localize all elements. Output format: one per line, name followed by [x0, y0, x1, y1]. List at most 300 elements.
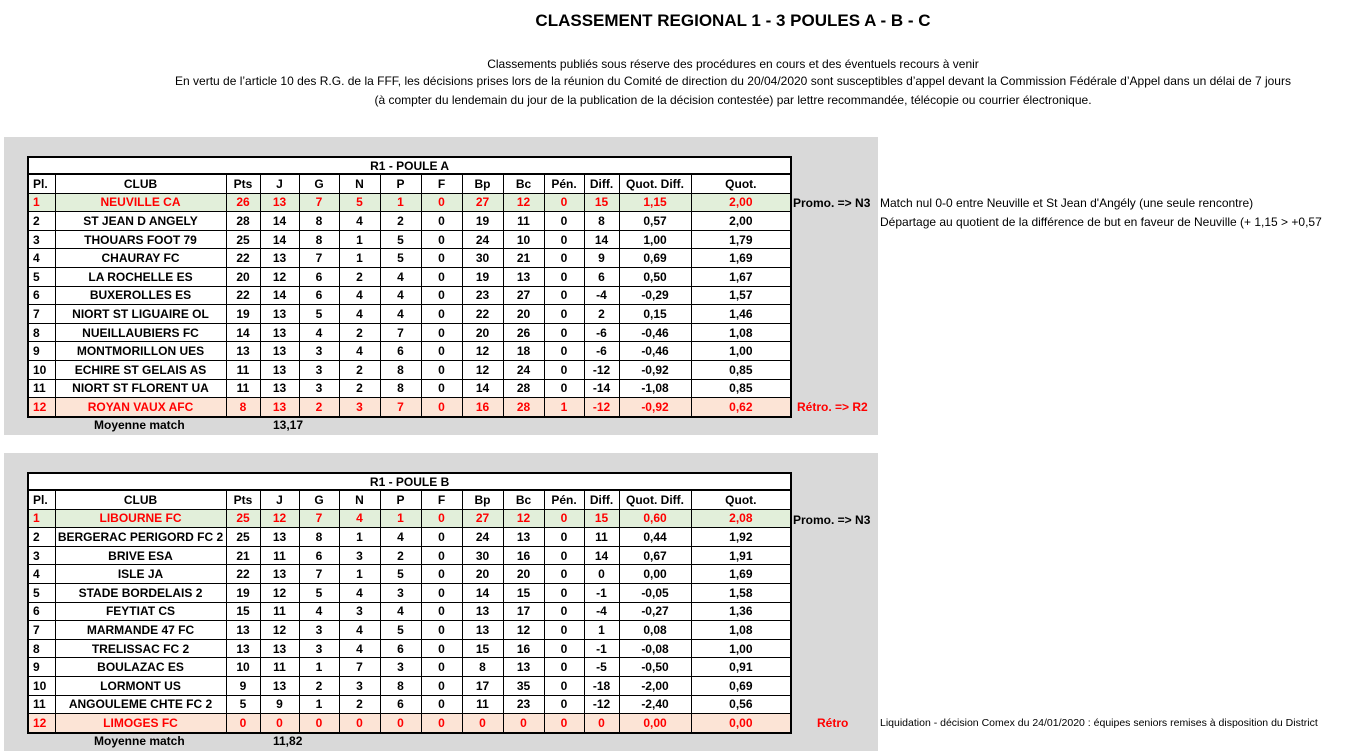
- table-cell: 12: [260, 621, 299, 640]
- table-cell: 11: [260, 658, 299, 677]
- table-cell: 0: [544, 676, 584, 695]
- table-cell: 16: [503, 546, 544, 565]
- club-name-cell: MARMANDE 47 FC: [55, 621, 226, 640]
- table-row: [28, 286, 791, 305]
- table-cell: 14: [584, 546, 619, 565]
- table-cell: 14: [584, 230, 619, 249]
- table-cell: 0: [544, 621, 584, 640]
- column-header: Quot. Diff.: [619, 490, 691, 509]
- table-cell: 5: [299, 305, 339, 324]
- table-cell: 20: [226, 267, 260, 286]
- table-cell: 2,00: [691, 193, 791, 212]
- column-header: Pl.: [28, 490, 55, 509]
- table-cell: 0,15: [619, 305, 691, 324]
- club-name-cell: BOULAZAC ES: [55, 658, 226, 677]
- table-cell: -4: [584, 602, 619, 621]
- table-cell: 2,08: [691, 509, 791, 528]
- table-cell: 10: [503, 230, 544, 249]
- table-cell: 2,00: [691, 212, 791, 231]
- table-cell: 8: [380, 379, 421, 398]
- table-cell: 12: [28, 398, 55, 417]
- table-cell: 7: [299, 565, 339, 584]
- table-row: [28, 360, 791, 379]
- club-name-cell: ST JEAN D ANGELY: [55, 212, 226, 231]
- table-cell: 24: [462, 528, 503, 547]
- table-cell: 1: [28, 509, 55, 528]
- table-cell: 0: [421, 286, 462, 305]
- table-cell: 0: [544, 323, 584, 342]
- table-cell: -1,08: [619, 379, 691, 398]
- club-name-cell: ROYAN VAUX AFC: [55, 398, 226, 417]
- table-cell: 11: [226, 379, 260, 398]
- table-cell: 12: [462, 342, 503, 361]
- club-name-cell: NIORT ST LIGUAIRE OL: [55, 305, 226, 324]
- table-cell: 9: [28, 342, 55, 361]
- table-cell: 1,08: [691, 621, 791, 640]
- column-header: J: [260, 174, 299, 193]
- table-cell: 20: [462, 565, 503, 584]
- table-cell: 1: [299, 658, 339, 677]
- table-cell: 0: [421, 695, 462, 714]
- poule-a-retro-label: Rétro. => R2: [797, 400, 868, 414]
- table-cell: 3: [339, 676, 380, 695]
- table-row: [28, 546, 791, 565]
- club-name-cell: ECHIRE ST GELAIS AS: [55, 360, 226, 379]
- table-cell: 1: [544, 398, 584, 417]
- table-cell: 4: [299, 323, 339, 342]
- table-cell: 13: [503, 528, 544, 547]
- table-cell: 6: [299, 267, 339, 286]
- table-cell: -6: [584, 342, 619, 361]
- club-name-cell: BUXEROLLES ES: [55, 286, 226, 305]
- column-header: Pts: [226, 490, 260, 509]
- table-cell: 15: [584, 509, 619, 528]
- table-cell: 28: [503, 398, 544, 417]
- table-cell: 27: [462, 509, 503, 528]
- table-row: [28, 639, 791, 658]
- table-cell: 5: [28, 267, 55, 286]
- club-name-cell: NUEILLAUBIERS FC: [55, 323, 226, 342]
- table-cell: 13: [260, 528, 299, 547]
- table-cell: 26: [226, 193, 260, 212]
- table-cell: 3: [380, 658, 421, 677]
- table-cell: 11: [503, 212, 544, 231]
- table-cell: -0,92: [619, 360, 691, 379]
- table-row: [28, 602, 791, 621]
- table-cell: 0: [421, 546, 462, 565]
- table-cell: 13: [503, 658, 544, 677]
- table-cell: 0: [462, 714, 503, 733]
- table-cell: 7: [380, 323, 421, 342]
- table-cell: 1,08: [691, 323, 791, 342]
- table-cell: 0: [421, 565, 462, 584]
- table-cell: 4: [380, 267, 421, 286]
- table-cell: 11: [260, 546, 299, 565]
- poule-a-avg-label: Moyenne match: [94, 418, 185, 432]
- poule-b-table: [27, 472, 792, 734]
- table-cell: 30: [462, 546, 503, 565]
- club-name-cell: BRIVE ESA: [55, 546, 226, 565]
- table-cell: 0: [544, 583, 584, 602]
- table-row: [28, 212, 791, 231]
- column-header: F: [421, 174, 462, 193]
- table-cell: 19: [462, 212, 503, 231]
- table-cell: 0,08: [619, 621, 691, 640]
- table-cell: 0: [584, 714, 619, 733]
- table-cell: 13: [260, 305, 299, 324]
- table-cell: 0,00: [691, 714, 791, 733]
- column-header: Bc: [503, 490, 544, 509]
- table-cell: 16: [503, 639, 544, 658]
- table-cell: 2: [339, 267, 380, 286]
- table-row: [28, 714, 791, 733]
- table-cell: 0: [544, 528, 584, 547]
- table-cell: 28: [226, 212, 260, 231]
- table-cell: 15: [503, 583, 544, 602]
- table-cell: 22: [462, 305, 503, 324]
- column-header: CLUB: [55, 490, 226, 509]
- table-cell: 1,46: [691, 305, 791, 324]
- table-cell: 17: [462, 676, 503, 695]
- table-cell: 14: [462, 379, 503, 398]
- table-cell: 12: [260, 267, 299, 286]
- table-cell: 0: [299, 714, 339, 733]
- table-cell: 4: [339, 212, 380, 231]
- table-cell: 0: [421, 602, 462, 621]
- table-cell: -18: [584, 676, 619, 695]
- table-cell: 8: [226, 398, 260, 417]
- table-cell: 13: [462, 602, 503, 621]
- table-cell: 0: [421, 658, 462, 677]
- table-cell: 0: [421, 528, 462, 547]
- table-cell: 0,85: [691, 360, 791, 379]
- table-cell: -12: [584, 695, 619, 714]
- table-cell: 0: [544, 695, 584, 714]
- table-cell: -12: [584, 398, 619, 417]
- table-cell: 0,44: [619, 528, 691, 547]
- table-cell: 3: [299, 360, 339, 379]
- table-cell: 0: [544, 249, 584, 268]
- table-cell: 35: [503, 676, 544, 695]
- table-cell: 1,00: [691, 639, 791, 658]
- table-cell: 0: [421, 323, 462, 342]
- table-cell: -14: [584, 379, 619, 398]
- table-cell: 13: [260, 639, 299, 658]
- table-cell: 0: [544, 546, 584, 565]
- table-cell: 14: [226, 323, 260, 342]
- table-cell: -0,92: [619, 398, 691, 417]
- table-cell: 3: [339, 602, 380, 621]
- table-cell: 4: [339, 305, 380, 324]
- poule-a-side-note-1: Match nul 0-0 entre Neuville et St Jean d'Angély (une seule rencontre): [880, 196, 1254, 210]
- table-cell: 22: [226, 249, 260, 268]
- table-cell: 5: [299, 583, 339, 602]
- table-cell: 0: [421, 509, 462, 528]
- table-cell: -0,08: [619, 639, 691, 658]
- table-cell: 5: [380, 230, 421, 249]
- table-cell: 0: [421, 212, 462, 231]
- club-name-cell: LA ROCHELLE ES: [55, 267, 226, 286]
- table-cell: -0,46: [619, 323, 691, 342]
- table-cell: -4: [584, 286, 619, 305]
- column-header: Pts: [226, 174, 260, 193]
- table-cell: 11: [28, 379, 55, 398]
- table-cell: 0: [421, 193, 462, 212]
- table-row: [28, 528, 791, 547]
- table-cell: 13: [260, 193, 299, 212]
- poule-b-avg-label: Moyenne match: [94, 734, 185, 748]
- table-cell: 0: [544, 714, 584, 733]
- column-header: P: [380, 174, 421, 193]
- table-cell: 0,62: [691, 398, 791, 417]
- table-cell: 13: [260, 565, 299, 584]
- table-cell: 15: [462, 639, 503, 658]
- table-cell: 19: [226, 583, 260, 602]
- table-cell: 8: [299, 212, 339, 231]
- table-cell: 0,56: [691, 695, 791, 714]
- club-name-cell: CHAURAY FC: [55, 249, 226, 268]
- table-cell: 4: [339, 509, 380, 528]
- table-row: [28, 565, 791, 584]
- table-cell: 8: [28, 639, 55, 658]
- table-cell: 2: [339, 379, 380, 398]
- table-cell: 7: [339, 658, 380, 677]
- table-cell: 3: [299, 621, 339, 640]
- club-name-cell: LORMONT US: [55, 676, 226, 695]
- table-cell: 1,69: [691, 565, 791, 584]
- column-header-row: [28, 490, 791, 509]
- table-cell: 5: [380, 249, 421, 268]
- column-header-row: [28, 174, 791, 193]
- table-cell: -1: [584, 583, 619, 602]
- table-cell: 4: [299, 602, 339, 621]
- table-cell: 25: [226, 230, 260, 249]
- table-cell: 0: [421, 639, 462, 658]
- table-cell: 9: [226, 676, 260, 695]
- table-cell: 13: [260, 676, 299, 695]
- table-cell: 0,00: [619, 565, 691, 584]
- table-cell: 12: [462, 360, 503, 379]
- table-cell: 25: [226, 509, 260, 528]
- table-cell: 7: [28, 621, 55, 640]
- table-cell: 13: [260, 360, 299, 379]
- table-cell: 5: [28, 583, 55, 602]
- table-row: [28, 695, 791, 714]
- table-cell: 6: [380, 342, 421, 361]
- poule-a-avg-value: 13,17: [273, 418, 304, 432]
- table-cell: 0: [544, 286, 584, 305]
- table-cell: -1: [584, 639, 619, 658]
- table-cell: 8: [299, 230, 339, 249]
- table-cell: 0: [544, 305, 584, 324]
- table-cell: 3: [299, 342, 339, 361]
- table-cell: 0: [544, 639, 584, 658]
- poule-name: R1 - POULE B: [28, 473, 791, 490]
- table-cell: 14: [260, 286, 299, 305]
- table-cell: 6: [584, 267, 619, 286]
- table-cell: 0: [421, 398, 462, 417]
- appeal-note: En vertu de l’article 10 des R.G. de la FFF, les décisions prises lors de la réunion du Comité de direction du 20/04/2020 sont susceptibles d’appel devant la Commission Fédérale d’Appel dans un délai de 7 jours: [175, 74, 1291, 88]
- table-cell: 27: [462, 193, 503, 212]
- table-cell: 9: [260, 695, 299, 714]
- table-cell: -2,00: [619, 676, 691, 695]
- table-cell: -6: [584, 323, 619, 342]
- table-cell: -0,27: [619, 602, 691, 621]
- table-cell: 8: [380, 676, 421, 695]
- table-cell: 0: [380, 714, 421, 733]
- club-name-cell: ISLE JA: [55, 565, 226, 584]
- table-cell: 6: [299, 546, 339, 565]
- table-cell: 8: [584, 212, 619, 231]
- table-cell: 20: [503, 305, 544, 324]
- table-cell: 2: [380, 212, 421, 231]
- table-cell: 0: [544, 602, 584, 621]
- column-header: Bp: [462, 174, 503, 193]
- table-cell: 3: [339, 546, 380, 565]
- table-cell: 1,57: [691, 286, 791, 305]
- table-cell: 5: [380, 565, 421, 584]
- table-cell: 12: [503, 509, 544, 528]
- table-cell: 13: [260, 398, 299, 417]
- table-cell: 0,91: [691, 658, 791, 677]
- table-cell: -0,46: [619, 342, 691, 361]
- table-row: [28, 249, 791, 268]
- table-row: [28, 583, 791, 602]
- table-cell: 1,15: [619, 193, 691, 212]
- table-row: [28, 398, 791, 417]
- table-cell: 2: [339, 323, 380, 342]
- column-header: Pl.: [28, 174, 55, 193]
- table-cell: 19: [226, 305, 260, 324]
- table-cell: 15: [226, 602, 260, 621]
- poule-b-avg-value: 11,82: [273, 734, 303, 748]
- table-cell: 14: [462, 583, 503, 602]
- table-cell: -0,05: [619, 583, 691, 602]
- column-header: Quot. Diff.: [619, 174, 691, 193]
- table-cell: 13: [226, 342, 260, 361]
- table-cell: 13: [462, 621, 503, 640]
- table-cell: 1: [339, 565, 380, 584]
- table-cell: 4: [28, 565, 55, 584]
- table-cell: 0: [544, 379, 584, 398]
- disclaimer-note: Classements publiés sous réserve des procédures en cours et des éventuels recours à venir: [487, 57, 979, 71]
- table-cell: 12: [260, 509, 299, 528]
- table-cell: 0,69: [619, 249, 691, 268]
- table-cell: -0,50: [619, 658, 691, 677]
- table-row: [28, 658, 791, 677]
- table-cell: 8: [462, 658, 503, 677]
- table-cell: 13: [260, 379, 299, 398]
- column-header: N: [339, 174, 380, 193]
- table-cell: 0,67: [619, 546, 691, 565]
- table-cell: 0: [584, 565, 619, 584]
- table-cell: 8: [299, 528, 339, 547]
- table-row: [28, 621, 791, 640]
- table-cell: 27: [503, 286, 544, 305]
- table-cell: 15: [584, 193, 619, 212]
- table-cell: 6: [380, 695, 421, 714]
- table-row: [28, 193, 791, 212]
- column-header: Bp: [462, 490, 503, 509]
- table-cell: 6: [28, 602, 55, 621]
- table-cell: 0,60: [619, 509, 691, 528]
- table-cell: 11: [584, 528, 619, 547]
- table-cell: 20: [503, 565, 544, 584]
- club-name-cell: LIMOGES FC: [55, 714, 226, 733]
- column-header: G: [299, 174, 339, 193]
- table-cell: 4: [339, 639, 380, 658]
- table-cell: 2: [28, 212, 55, 231]
- table-cell: 12: [28, 714, 55, 733]
- table-cell: 4: [380, 286, 421, 305]
- table-row: [28, 323, 791, 342]
- table-cell: 1,67: [691, 267, 791, 286]
- table-cell: 0: [544, 658, 584, 677]
- column-header: Pén.: [544, 174, 584, 193]
- table-cell: 12: [260, 583, 299, 602]
- poule-b-retro-label: Rétro: [817, 716, 849, 730]
- table-cell: 23: [462, 286, 503, 305]
- table-cell: 3: [299, 379, 339, 398]
- table-cell: 0: [544, 360, 584, 379]
- table-cell: 1: [339, 528, 380, 547]
- table-cell: 0: [503, 714, 544, 733]
- table-cell: 1: [339, 230, 380, 249]
- table-cell: 30: [462, 249, 503, 268]
- table-cell: 4: [339, 621, 380, 640]
- table-cell: 13: [503, 267, 544, 286]
- table-row: [28, 676, 791, 695]
- club-name-cell: THOUARS FOOT 79: [55, 230, 226, 249]
- table-cell: 20: [462, 323, 503, 342]
- table-cell: 22: [226, 565, 260, 584]
- table-cell: 11: [462, 695, 503, 714]
- table-cell: 0,69: [691, 676, 791, 695]
- table-cell: 10: [28, 676, 55, 695]
- table-cell: 1: [380, 193, 421, 212]
- table-cell: 2: [28, 528, 55, 547]
- table-cell: 1,00: [691, 342, 791, 361]
- table-cell: 21: [226, 546, 260, 565]
- table-cell: 0: [421, 714, 462, 733]
- table-cell: 2: [299, 398, 339, 417]
- table-cell: 13: [226, 639, 260, 658]
- table-cell: 10: [28, 360, 55, 379]
- table-cell: 2: [584, 305, 619, 324]
- table-cell: 0: [421, 360, 462, 379]
- column-header: Pén.: [544, 490, 584, 509]
- table-cell: 2: [339, 695, 380, 714]
- table-cell: 0: [421, 379, 462, 398]
- table-cell: 6: [299, 286, 339, 305]
- poule-b-side-note: Liquidation - décision Comex du 24/01/2020 : équipes seniors remises à disposition du District: [880, 717, 1318, 729]
- table-cell: 5: [226, 695, 260, 714]
- table-cell: 4: [380, 602, 421, 621]
- table-row: [28, 230, 791, 249]
- table-cell: 6: [380, 639, 421, 658]
- table-cell: 1: [28, 193, 55, 212]
- poule-name: R1 - POULE A: [28, 157, 791, 174]
- table-cell: 7: [380, 398, 421, 417]
- table-cell: 1: [339, 249, 380, 268]
- poule-b-promo-label: Promo. => N3: [793, 513, 871, 527]
- table-cell: -5: [584, 658, 619, 677]
- table-row: [28, 379, 791, 398]
- page-title: CLASSEMENT REGIONAL 1 - 3 POULES A - B - C: [535, 11, 931, 30]
- table-cell: 2: [339, 360, 380, 379]
- table-cell: 3: [339, 398, 380, 417]
- table-cell: 1,79: [691, 230, 791, 249]
